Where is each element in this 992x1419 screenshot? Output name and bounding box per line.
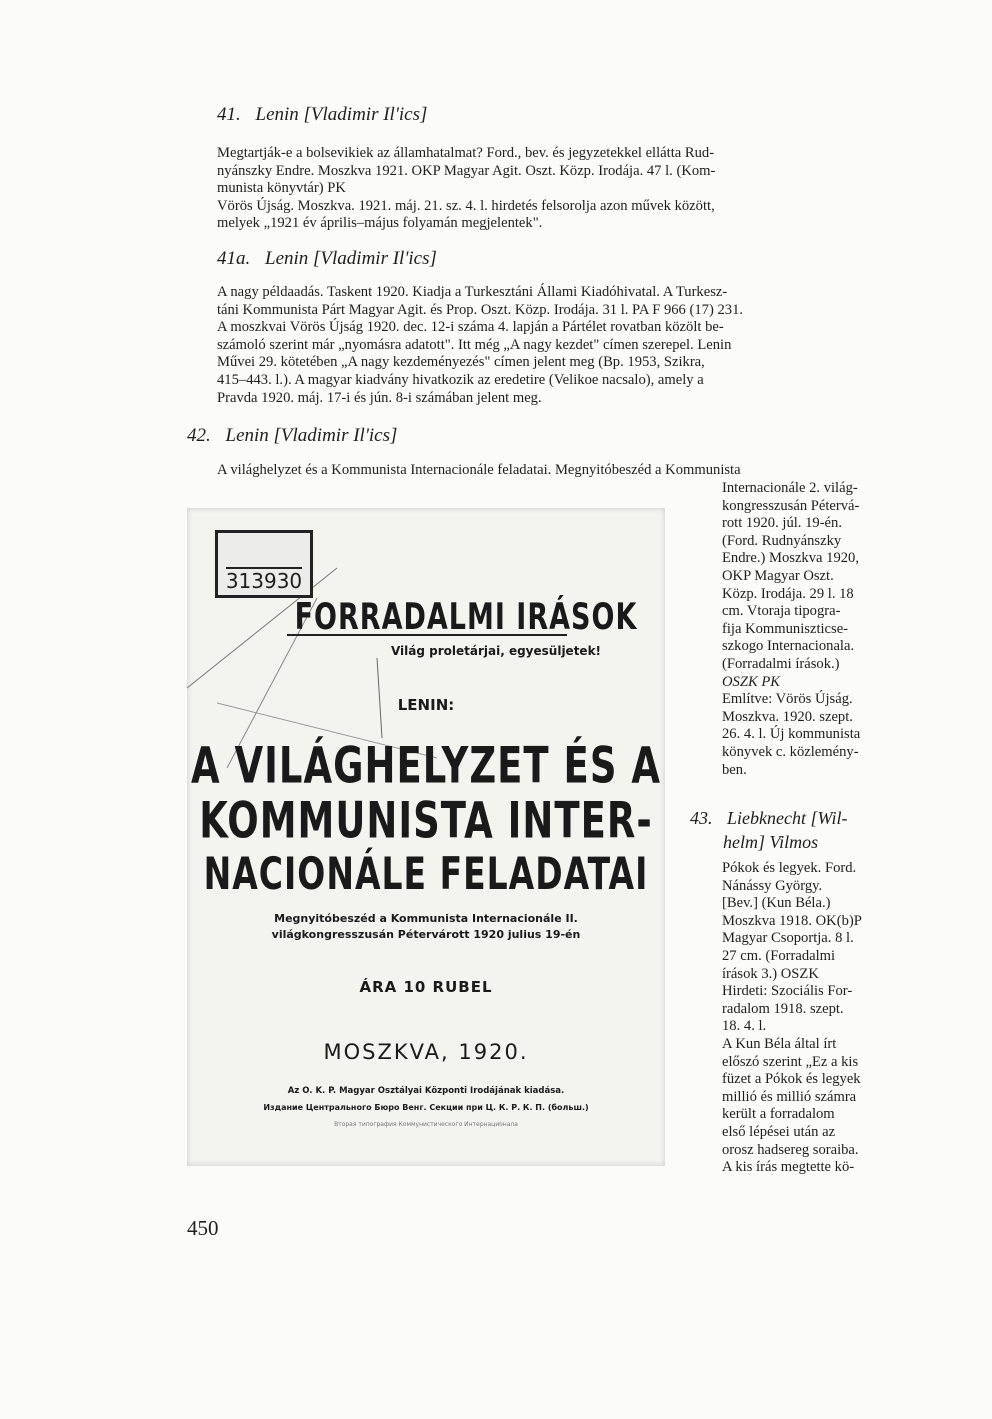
text-line: Moszkva 1918. OK(b)P xyxy=(722,912,862,929)
entry-43-column xyxy=(722,860,906,1177)
text-line: füzet a Pókok és legyek xyxy=(722,1071,861,1088)
entry-number: 43. xyxy=(690,808,713,828)
cover-title-line: NACIONÁLE FELADATAI xyxy=(203,847,649,900)
text-line: nyánszky Endre. Moszkva 1921. OKP Magyar Agit. Oszt. Közp. Irodája. 47 l. (Kom- xyxy=(217,162,716,179)
text-line: Nánássy György. xyxy=(722,877,823,894)
cover-subtitle-line: világkongresszusán Pétervárott 1920 julius 19-én xyxy=(271,928,581,941)
cover-imprint-line: Вторая типография Коммунистического Интернационала xyxy=(334,1121,518,1128)
text-line: Magyar Csoportja. 8 l. xyxy=(722,930,854,947)
text-line: Pravda 1920. máj. 17-i és jún. 8-i számában jelent meg. xyxy=(217,389,542,406)
text-line: Művei 29. kötetében „A nagy kezdeményezés" címen jelent meg (Bp. 1953, Szikra, xyxy=(217,354,705,371)
text-line: A moszkvai Vörös Újság 1920. dec. 12-i száma 4. lapján a Pártélet rovatban közölt be- xyxy=(217,319,724,336)
entry-41a-body xyxy=(217,284,743,407)
text-line: Említve: Vörös Újság. xyxy=(722,691,853,708)
cover-subtitle-line: Megnyitóbeszéd a Kommunista Internacionále II. xyxy=(274,912,578,925)
text-line: cm. Vtoraja tipogra- xyxy=(722,603,841,620)
text-line: 18. 4. l. xyxy=(722,1018,767,1035)
entry-author: Lenin [Vladimir Il'ics] xyxy=(255,104,428,125)
entry-number: 41a. xyxy=(217,248,251,269)
text-line: millió és millió számra xyxy=(722,1088,857,1105)
entry-41-body xyxy=(217,145,715,233)
text-line: OKP Magyar Oszt. xyxy=(722,567,834,584)
cover-author: LENIN: xyxy=(397,696,455,714)
text-line: Hirdeti: Szociális For- xyxy=(722,983,853,1000)
cover-imprint-line: Az O. K. P. Magyar Osztályai Központi Irodájának kiadása. xyxy=(287,1086,565,1096)
text-line: 26. 4. l. Új kommunista xyxy=(722,726,861,743)
text-line: (Forradalmi írások.) xyxy=(722,655,840,672)
text-line: (Ford. Rudnyánszky xyxy=(722,532,842,549)
entry-41a-heading xyxy=(217,248,437,271)
text-line: rott 1920. júl. 19-én. xyxy=(722,515,842,532)
text-line: OSZK PK xyxy=(722,673,780,690)
text-line: Moszkva. 1920. szept. xyxy=(722,708,853,725)
text-line: Vörös Újság. Moszkva. 1921. máj. 21. sz. 4. l. hirdetés felsorolja azon művek között, xyxy=(217,197,715,214)
text-line: táni Kommunista Párt Magyar Agit. és Prop. Oszt. Közp. Irodája. 31 l. PA F 966 (17) 231. xyxy=(217,301,744,318)
cover-slogan: Világ proletárjai, egyesüljetek! xyxy=(390,644,602,658)
book-cover-image xyxy=(187,508,665,1166)
text-line: Megtartják-e a bolsevikiek az államhatalmat? Ford., bev. és jegyzetekkel ellátta Rud- xyxy=(217,145,715,161)
cover-title-line: A VILÁGHELYZET ÉS A xyxy=(190,736,661,795)
entry-number: 42. xyxy=(187,425,211,446)
library-stamp xyxy=(215,530,313,598)
entry-number: 41. xyxy=(217,104,241,125)
text-line: melyek „1921 év április–május folyamán megjelentek". xyxy=(217,215,543,232)
text-line: Közp. Irodája. 29 l. 18 xyxy=(722,585,854,602)
text-line: munista könyvtár) PK xyxy=(217,180,346,197)
text-line: könyvek c. közlemény- xyxy=(722,743,859,760)
text-line: 27 cm. (Forradalmi xyxy=(722,947,836,964)
entry-42-first-line xyxy=(217,462,741,480)
text-line: A nagy példaadás. Taskent 1920. Kiadja a Turkesztáni Állami Kiadóhivatal. A Turkesz- xyxy=(217,284,728,300)
text-line: [Bev.] (Kun Béla.) xyxy=(722,895,831,912)
entry-author-continued: helm] Vilmos xyxy=(723,832,819,852)
text-line: A Kun Béla által írt xyxy=(722,1035,837,1052)
entry-43-heading xyxy=(690,806,847,854)
cover-series: FORRADALMI IRÁSOK xyxy=(294,596,638,639)
text-line: írások 3.) OSZK xyxy=(722,965,819,982)
text-line: orosz hadsereg soraiba. xyxy=(722,1141,859,1158)
entry-42-heading xyxy=(187,425,397,448)
text-line: kongresszusán Pétervá- xyxy=(722,497,860,514)
cover-price: ÁRA 10 RUBEL xyxy=(359,978,493,996)
text-line: Endre.) Moszkva 1920, xyxy=(722,550,859,567)
entry-42-column xyxy=(722,480,906,779)
text-line: került a forradalom xyxy=(722,1106,835,1123)
text-line: A kis írás megtette kö- xyxy=(722,1159,855,1176)
cover-imprint-line: Издание Центрального Бюро Венг. Секции при Ц. К. Р. К. П. (больш.) xyxy=(263,1103,589,1112)
text-line: fija Kommuniszticse- xyxy=(722,620,849,637)
text-line: előszó szerint „Ez a kis xyxy=(722,1053,859,1070)
text-line: radalom 1918. szept. xyxy=(722,1000,844,1017)
page-number: 450 xyxy=(187,1216,219,1240)
text-line: Pókok és legyek. Ford. xyxy=(722,860,857,876)
cover-place: MOSZKVA, 1920. xyxy=(323,1040,529,1064)
text-line: számoló szerint már „nyomásra adatott". Itt még „A nagy kezdet" címen szerepel. Lenin xyxy=(217,336,732,353)
text-line: Internacionále 2. világ- xyxy=(722,480,858,496)
entry-author: Lenin [Vladimir Il'ics] xyxy=(225,425,398,446)
text-line: A világhelyzet és a Kommunista Internacionále feladatai. Megnyitóbeszéd a Kommunista xyxy=(217,462,741,478)
text-line: 415–443. l.). A magyar kiadvány hivatkozik az eredetire (Velikoe nacsalo), amely a xyxy=(217,371,704,388)
cover-title-line: KOMMUNISTA INTER- xyxy=(199,791,653,850)
text-line: első lépései után az xyxy=(722,1123,836,1140)
stamp-number: 313930 xyxy=(225,569,303,593)
text-line: szkogo Internacionala. xyxy=(722,638,855,655)
entry-author: Liebknecht [Wil- xyxy=(727,808,848,828)
entry-41-heading xyxy=(217,104,427,127)
entry-author: Lenin [Vladimir Il'ics] xyxy=(265,248,437,269)
text-line: ben. xyxy=(722,761,747,778)
